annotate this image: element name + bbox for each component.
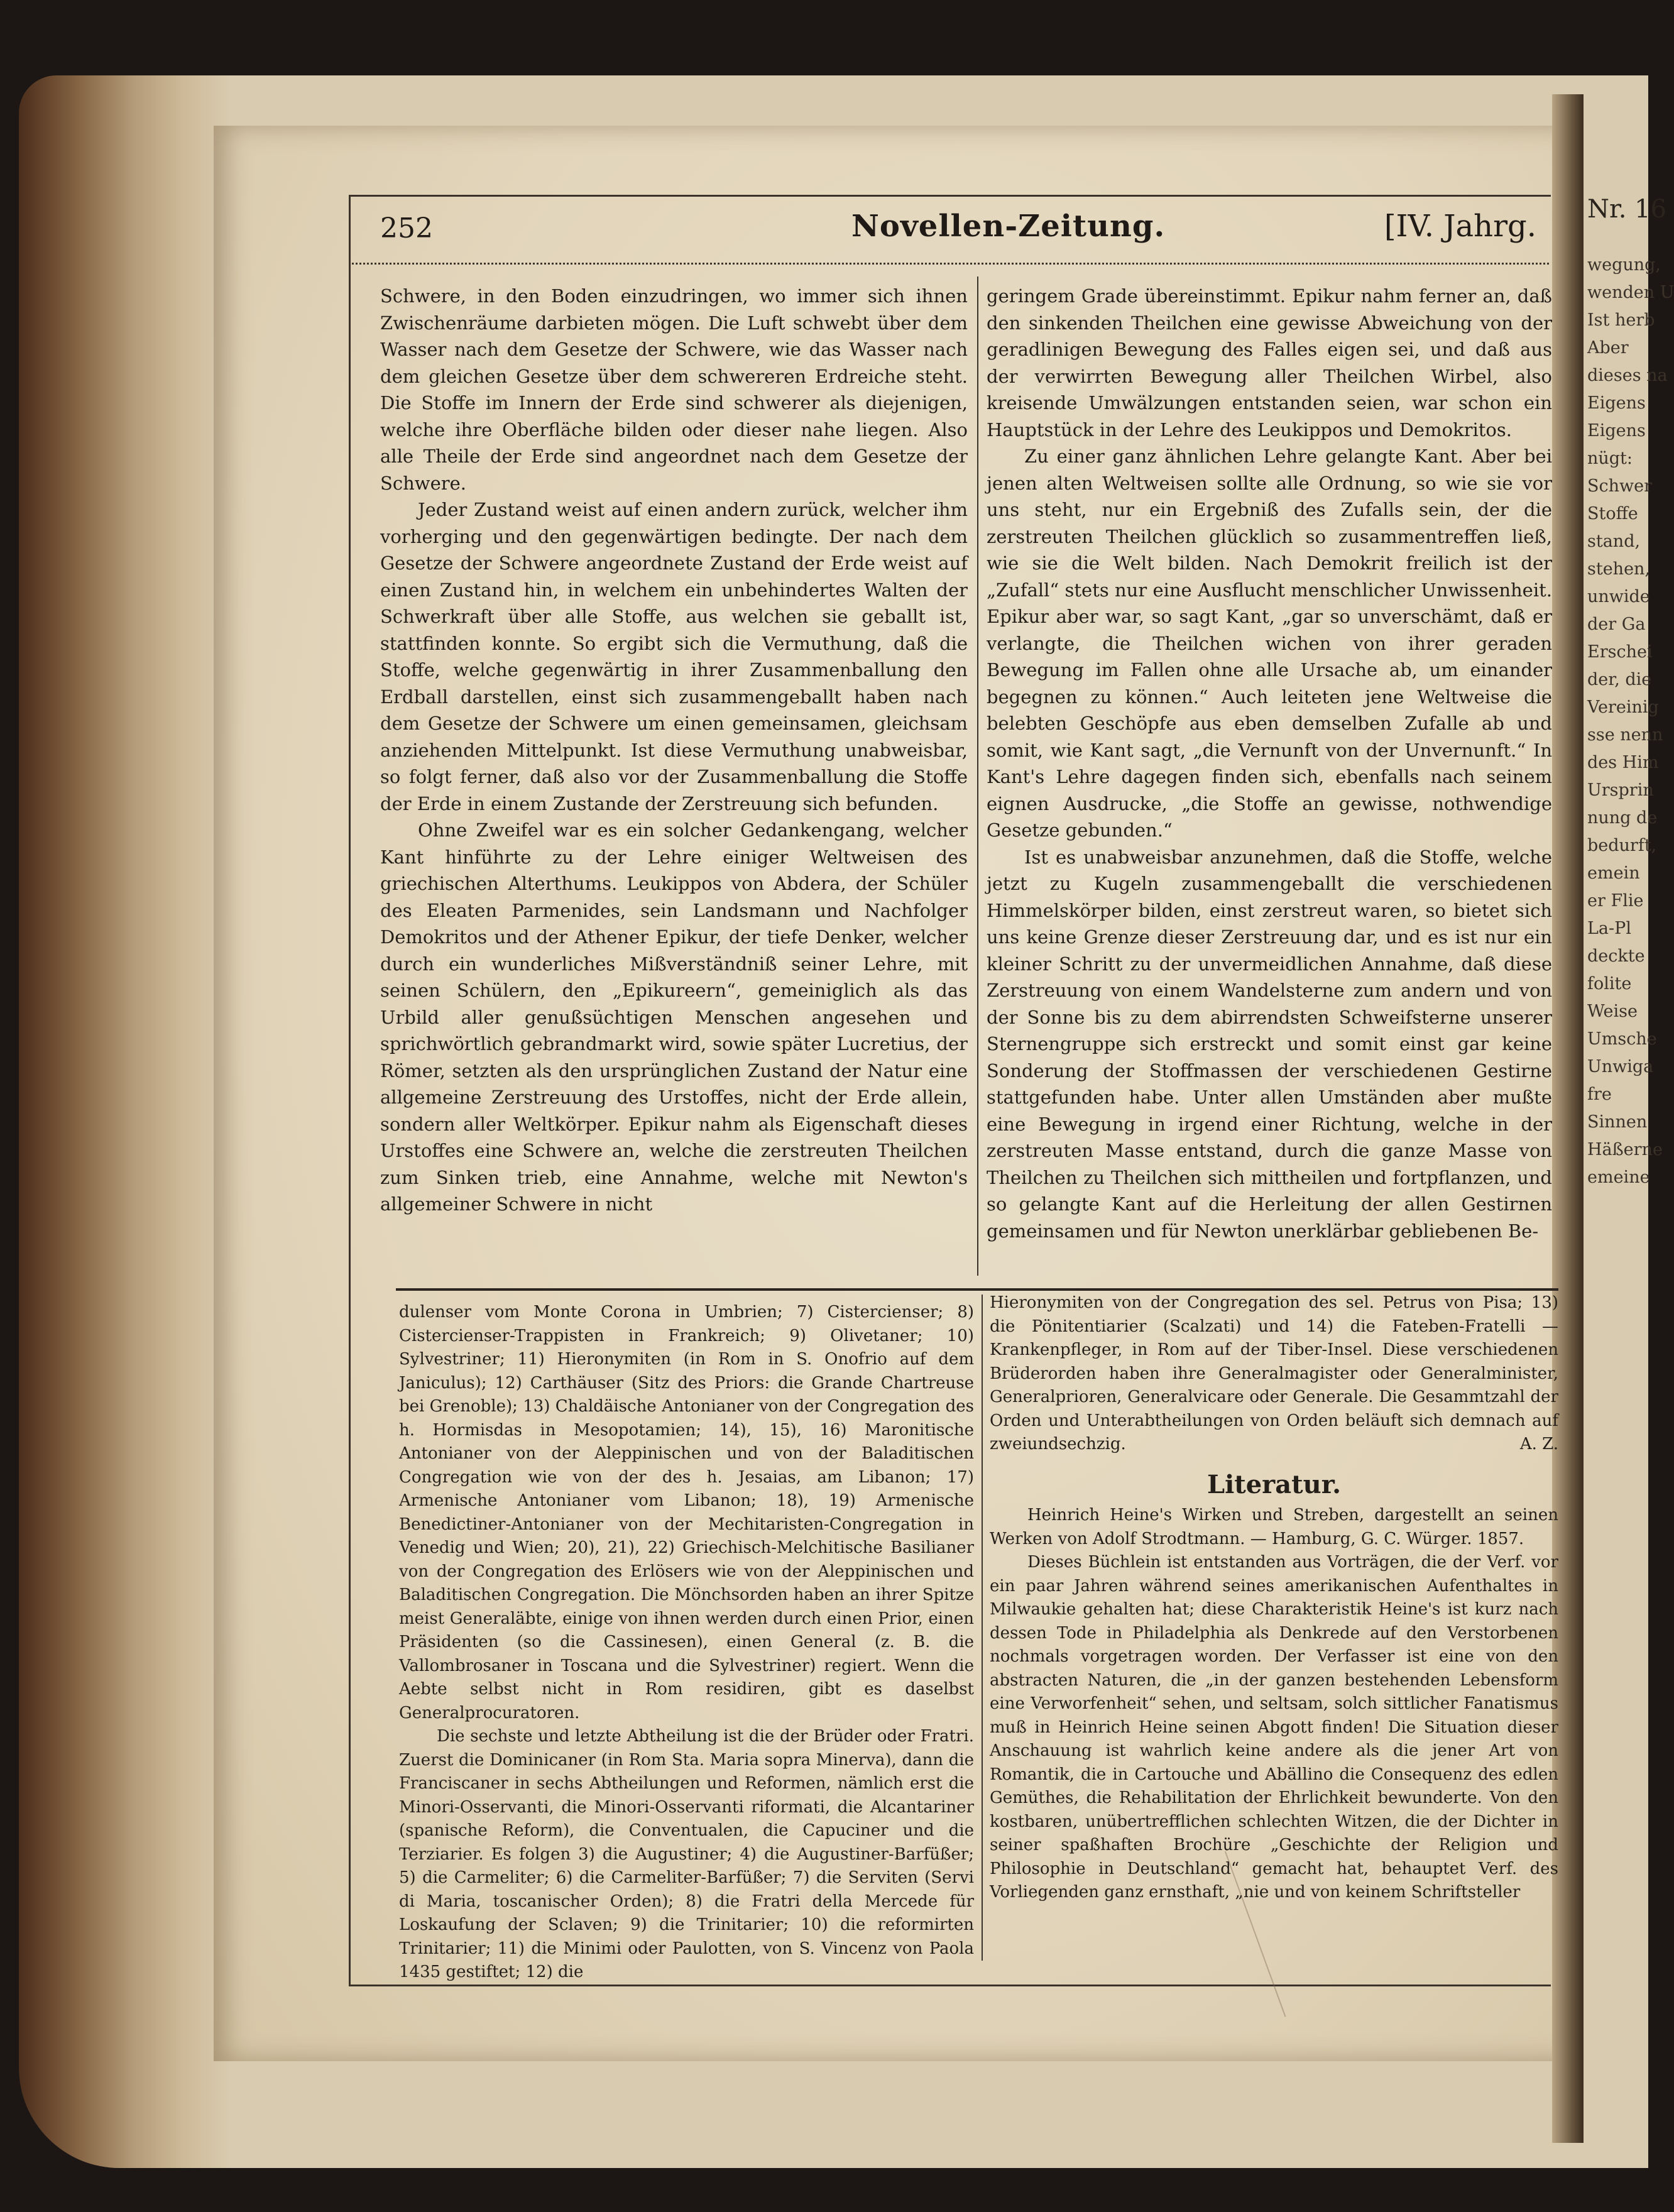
signature: A. Z.	[1519, 1435, 1558, 1454]
page-number: 252	[380, 212, 433, 244]
footnote-text: Hieronymiten von der Congregation des sel. Petrus von Pisa; 13) die Pönitentiarier (Scalzati) und 14) die Fateben-Fratelli — Krankenpfleger, in Rom auf der Tiber-Insel. Diese verschiedenen Brüderorden haben ihre Generalmagister oder Generalminister, Generalprioren, Generalvicare oder Generale. Die Gesammtzahl der Orden und Unterabtheilungen von Orden beläuft sich demnach auf zweiundsechzig.	[990, 1293, 1558, 1454]
next-page-fragment: stehen,	[1587, 559, 1651, 579]
next-page-fragment: Stoffe	[1587, 504, 1638, 523]
next-page-fragment: Häßerne	[1587, 1140, 1663, 1159]
next-page-fragment: Schwer	[1587, 476, 1653, 496]
next-page-fragment: nügt:	[1587, 449, 1633, 468]
next-page-fragment: emein	[1587, 863, 1640, 883]
next-page-fragment: der, die	[1587, 670, 1652, 689]
next-page-fragment: La-Pl	[1587, 919, 1631, 938]
next-page-fragment: der Ga	[1587, 615, 1646, 634]
next-page-fragment: Ist herb	[1587, 310, 1655, 330]
next-page-fragment: Eigens	[1587, 421, 1646, 441]
next-page-fragment: deckte	[1587, 946, 1645, 966]
header-rule	[349, 263, 1549, 265]
next-page-fragment: bedurft,	[1587, 836, 1657, 855]
next-page-fragment: Unwiga	[1587, 1057, 1654, 1076]
left-column	[380, 283, 968, 1218]
paragraph: Schwere, in den Boden einzudringen, wo immer sich ihnen Zwischenräume darbieten mögen. Die Luft schwebt über dem Wasser nach dem Gesetze der Schwere, wie das Wasser nach dem gleichen Gesetze über dem schwereren Erdreiche steht. Die Stoffe im Innern der Erde sind schwerer als diejenigen, welche ihre Oberfläche bilden oder dieser nahe liegen. Also alle Theile der Erde sind angeordnet nach dem Gesetze der Schwere.	[380, 285, 968, 494]
next-page-fragment: Eigens	[1587, 393, 1646, 413]
paragraph: Ohne Zweifel war es ein solcher Gedankengang, welcher Kant hinführte zu der Lehre einiger Weltweisen des griechischen Alterthums. Leukippos von Abdera, der Schüler des Eleaten Parmenides, sein Landsmann und Nachfolger Demokritos und der Athener Epikur, der tiefe Denker, welcher durch ein wunderliches Mißverständniß seiner Lehre, mit seinen Schülern, den „Epikureern“, gemeiniglich als das Urbild aller genußsüchtigen Menschen angesehen und sprichwörtlich gebrandmarkt wird, sowie später Lucretius, der Römer, setzten als den ursprünglichen Zustand der Natur eine allgemeine Zerstreuung des Urstoffes, nicht der Erde allein, sondern aller Weltkörper. Epikur nahm als Eigenschaft dieses Urstoffes eine Schwere an, welche die zerstreuten Theilchen zum Sinken trieb, eine Annahme, welche mit Newton's allgemeiner Schwere in nicht	[380, 819, 968, 1215]
right-column	[987, 283, 1552, 1244]
literatur-heading: Literatur.	[1206, 1469, 1342, 1499]
next-page-fragment: dieses na	[1587, 366, 1668, 385]
column-divider	[977, 276, 978, 1276]
next-page-fragment: er Flie	[1587, 891, 1644, 911]
next-page-fragment: fre	[1587, 1085, 1612, 1104]
next-page-fragment: sse nenn	[1587, 725, 1663, 745]
footnote-rule	[396, 1288, 1558, 1291]
paragraph	[990, 1291, 1558, 1457]
next-page-fragment: Ursprin	[1587, 780, 1654, 800]
review-text: Dieses Büchlein ist entstanden aus Vorträgen, die der Verf. vor ein paar Jahren während seines amerikanischen Aufenthaltes in Milwaukie gehalten hat; diese Charakteristik Heine's ist kurz nach dessen Tode in Philadelphia als Denkrede auf den Verstorbenen nochmals vorgetragen worden. Der Verfasser ist eine von den abstracten Naturen, die „in der ganzen bestehenden Lebensform eine Verworfenheit“ sehen, und seltsam, solch sittlicher Fanatismus muß in Heinrich Heine seinen Abgott finden! Die Situation dieser Anschauung ist wahrlich keine andere als die jener Art von Romantik, die in Cartouche und Abällino die Consequenz des edlen Gemüthes, die Rehabilitation der Ehrlichkeit bewunderte. Von den kostbaren, unübertrefflichen schlechten Witzen, die der Dichter in seiner spaßhaften Brochüre „Geschichte der Religion und Philosophie in Deutschland“ gemacht hat, behauptet Verf. des Vorliegenden ganz ernsthaft, „nie und von keinem Schriftsteller	[990, 1553, 1558, 1902]
next-page-fragment: Erschei	[1587, 642, 1653, 662]
book-citation: Heinrich Heine's Wirken und Streben, dargestellt an seinen Werken von Adolf Strodtmann. — Hamburg, G. C. Würger. 1857.	[990, 1506, 1558, 1548]
next-page-fragment: Umsche	[1587, 1029, 1657, 1049]
next-page-fragment: Weise	[1587, 1002, 1638, 1021]
page-header	[349, 201, 1549, 261]
paragraph: dulenser vom Monte Corona in Umbrien; 7) Cistercienser; 8) Cistercienser-Trappisten in Frankreich; 9) Olivetaner; 10) Sylvestriner; 11) Hieronymiten (in Rom in S. Onofrio auf dem Janiculus); 12) Carthäuser (Sitz des Priors: die Grande Chartreuse bei Grenoble); 13) Chaldäische Antonianer von der Congregation des h. Hormisdas in Mesopotamien; 14), 15), 16) Maronitische Antonianer von der Aleppinischen und von der Baladitischen Congregation wie von der des h. Jesaias, am Libanon; 17) Armenische Antonianer vom Libanon; 18), 19) Armenische Benedictiner-Antonianer von der Mechitaristen-Congregation in Venedig und Wien; 20), 21), 22) Griechisch-Melchitische Basilianer von der Congregation des Erlösers wie von der Aleppinischen und Baladitischen Congregation. Die Mönchsorden haben an ihrer Spitze meist Generaläbte, einige von ihnen werden durch einen Prior, einen Präsidenten (so die Cassinesen), einen General (z. B. die Vallombrosaner in Toscana und die Sylvestriner) regiert. Wenn die Aebte selbst nicht in Rom residiren, gibt es daselbst Generalprocuratoren.	[399, 1303, 974, 1722]
paragraph: Zu einer ganz ähnlichen Lehre gelangte Kant. Aber bei jenen alten Weltweisen sollte alle Ordnung, so wie sie vor uns steht, nur ein Ergebniß des Zufalls sein, der die zerstreuten Theilchen glücklich so zusammentreffen ließ, wie sie die Welt bilden. Nach Demokrit freilich ist der „Zufall“ stets nur eine Ausflucht menschlicher Unwissenheit. Epikur aber war, so sagt Kant, „gar so unverschämt, daß er verlangte, die Theilchen wichen von ihrer geraden Bewegung im Fallen ohne alle Ursache ab, um einander begegnen zu können.“ Auch leiteten jene Weltweise die belebten Geschöpfe aus eben demselben Zufalle ab und somit, wie Kant sagt, „die Vernunft von der Unvernunft.“ In Kant's Lehre dagegen finden sich, ebenfalls nach seinem eignen Ausdrucke, „die Stoffe an gewisse, nothwendige Gesetze gebunden.“	[987, 446, 1552, 841]
journal-title: Novellen-Zeitung.	[851, 209, 1166, 244]
next-page-fragment: nung de	[1587, 808, 1658, 828]
next-page-fragment: emeine	[1587, 1168, 1650, 1187]
next-page-fragment: folite	[1587, 974, 1632, 994]
footnote-left	[399, 1301, 974, 1985]
paragraph: Ist es unabweisbar anzunehmen, daß die Stoffe, welche jetzt zu Kugeln zusammengeballt die verschiedenen Himmelskörper bilden, einst zerstreut waren, so bietet sich uns keine Grenze dieser Zerstreuung dar, und es ist nur ein kleiner Schritt zu der unvermeidlichen Annahme, daß diese Zerstreuung von einem Wandelsterne zum andern und von der Sonne bis zu dem abirrendsten Schweifsterne unserer Sternengruppe sich erstreckt und somit einst gar keine Sonderung der Stoffmassen der verschiedenen Gestirne stattgefunden habe. Unter allen Umständen aber mußte eine Bewegung in irgend einer Richtung, welche in der zerstreuten Masse entstand, durch die ganze Masse von Theilchen zu Theilchen sich mittheilen und fortpflanzen, und so gelangte Kant auf die Herleitung der allen Gestirnen gemeinsamen und für Newton unerklärbar gebliebenen Be-	[987, 846, 1552, 1242]
paragraph: Die sechste und letzte Abtheilung ist die der Brüder oder Fratri. Zuerst die Dominicaner (in Rom Sta. Maria sopra Minerva), dann die Franciscaner in sechs Abtheilungen und Reformen, nämlich erst die Minori-Osservanti, die Minori-Osservanti riformati, die Alcantariner (spanische Reform), die Conventualen, die Capuciner und die Terziarier. Es folgen 3) die Augustiner; 4) die Augustiner-Barfüßer; 5) die Carmeliter; 6) die Carmeliter-Barfüßer; 7) die Serviten (Servi di Maria, toscanischer Orden); 8) die Fratri della Mercede für Loskaufung der Sclaven; 9) die Trinitarier; 10) die reformirten Trinitarier; 11) die Minimi oder Paulotten, von S. Vincenz von Paola 1435 gestiftet; 12) die	[399, 1727, 974, 1981]
next-page-fragment: wegung,	[1587, 255, 1661, 275]
next-page-fragment: unwide	[1587, 587, 1650, 606]
next-page-header: Nr. 16	[1587, 195, 1667, 224]
volume-label: [IV. Jahrg.	[1384, 209, 1536, 244]
next-page-edge	[1584, 107, 1674, 2137]
next-page-fragment: Vereinig	[1587, 698, 1659, 717]
next-page-fragment: des Him	[1587, 753, 1659, 772]
paragraph: geringem Grade übereinstimmt. Epikur nahm ferner an, daß den sinkenden Theilchen eine gewisse Abweichung von der geradlinigen Bewegung des Falles eigen sei, und daß aus der verwirrten Bewegung aller Theilchen Wirbel, also kreisende Umwälzungen entstanden seien, war schon ein Hauptstück in der Lehre des Leukippos und Demokritos.	[987, 285, 1552, 441]
next-page-fragment: wenden U	[1587, 283, 1674, 302]
paragraph: Jeder Zustand weist auf einen andern zurück, welcher ihm vorherging und den gegenwärtigen bedingte. Der nach dem Gesetze der Schwere angeordnete Zustand der Erde weist auf einen Zustand hin, in welchem ein unbehindertes Walten der Schwerkraft über alle Stoffe, aus welchen sie geballt ist, stattfinden konnte. So ergibt sich die Vermuthung, daß die Stoffe, welche gegenwärtig in ihrer Zusammenballung den Erdball darstellen, einst sich zusammengeballt haben nach dem Gesetze der Schwere um einen gemeinsamen, gleichsam anziehenden Mittelpunkt. Ist diese Vermuthung unabweisbar, so folgt ferner, daß also vor der Zusammenballung die Stoffe der Erde in einem Zustande der Zerstreuung sich befunden.	[380, 499, 968, 814]
next-page-fragment: Sinnen	[1587, 1112, 1648, 1132]
next-page-fragment: Aber	[1587, 338, 1629, 358]
column-divider	[982, 1295, 983, 1961]
next-page-fragment: stand,	[1587, 532, 1641, 551]
footnote-right	[990, 1291, 1558, 1905]
